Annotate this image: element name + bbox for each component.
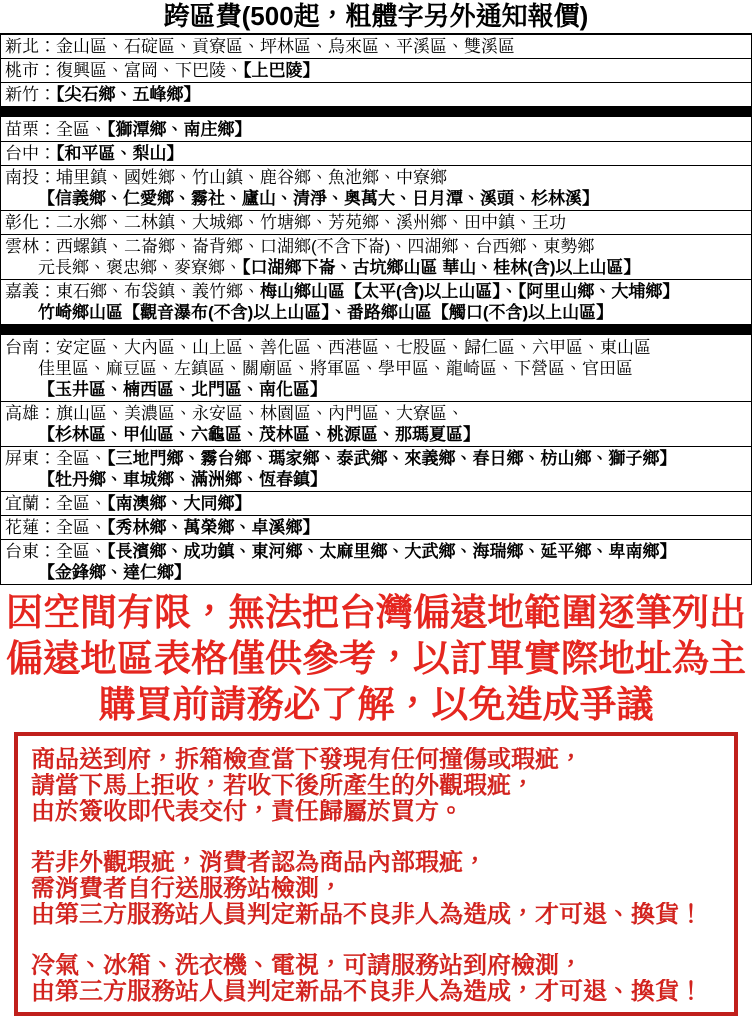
region-text: 二水鄉、二林鎮、大城鄉、竹塘鄉、芳苑鄉、溪州鄉、田中鎮、王功 <box>56 213 566 232</box>
region-text-bold: 【長濱鄉、成功鎮、東河鄉、太麻里鄉、大武鄉、海瑞鄉、延平鄉、卑南鄉】 <box>107 542 677 561</box>
warning-paragraph <box>31 850 724 928</box>
region-line <box>5 60 748 81</box>
region-text: 全區、 <box>56 542 107 561</box>
warning-line: 商品送到府，拆箱檢查當下發現有任何撞傷或瑕疵， <box>31 747 583 773</box>
region-line <box>5 517 748 538</box>
region-text: 全區、 <box>56 120 107 139</box>
region-text: 埔里鎮、國姓鄉、竹山鎮、鹿谷鄉、魚池鄉、中寮鄉 <box>56 168 447 187</box>
region-line-continued <box>5 469 748 490</box>
warning-paragraph <box>31 747 724 825</box>
row-label: 屏東： <box>5 449 56 468</box>
warning-line: 由第三方服務站人員判定新品不良非人為造成，才可退、換貨！ <box>31 979 703 1005</box>
region-text-bold: 【秀林鄉、萬榮鄉、卓溪鄉】 <box>107 518 320 537</box>
region-line <box>5 448 748 469</box>
region-line-continued <box>5 257 748 278</box>
region-text: 佳里區、麻豆區、左鎮區、關廟區、將軍區、學甲區、龍崎區、下營區、官田區 <box>38 359 633 378</box>
table-row <box>1 83 751 107</box>
warning-line: 冷氣、冰箱、洗衣機、電視，可請服務站到府檢測， <box>31 953 583 979</box>
region-line <box>5 541 748 562</box>
region-line <box>5 337 748 358</box>
region-line-continued <box>5 358 748 379</box>
region-text-bold: 【獅潭鄉、南庄鄉】 <box>107 120 252 139</box>
table-row <box>1 59 751 83</box>
region-line <box>5 236 748 257</box>
row-label: 台中： <box>5 144 56 163</box>
row-label: 台東： <box>5 542 56 561</box>
region-text-bold: 竹崎鄉山區【觀音瀑布(不含)以上山區】、番路鄉山區【觸口(不含)以上山區】 <box>38 303 614 322</box>
region-text: 安定區、大內區、山上區、善化區、西港區、七股區、歸仁區、六甲區、東山區 <box>56 338 651 357</box>
region-text-bold: 【信義鄉、仁愛鄉、霧社、廬山、清淨、奧萬大、日月潭、溪頭、杉林溪】 <box>38 189 599 208</box>
notice-line: 偏遠地區表格僅供參考，以訂單實際地址為主 <box>6 638 746 679</box>
warning-paragraph <box>31 953 724 1005</box>
region-text-bold: 【杉林區、甲仙區、六龜區、茂林區、桃源區、那瑪夏區】 <box>38 425 480 444</box>
region-text: 金山區、石碇區、貢寮區、坪林區、烏來區、平溪區、雙溪區 <box>56 37 515 56</box>
region-line-continued <box>5 379 748 400</box>
region-line <box>5 84 748 105</box>
table-row <box>1 118 751 142</box>
table-row <box>1 35 751 59</box>
region-text: 復興區、富岡、下巴陵、 <box>56 61 243 80</box>
fee-table <box>0 33 752 585</box>
region-line-continued <box>5 188 748 209</box>
table-row <box>1 447 751 492</box>
region-text: 全區、 <box>56 449 107 468</box>
page-title: 跨區費(500起，粗體字另外通知報價) <box>163 1 589 31</box>
region-line <box>5 167 748 188</box>
region-text-bold: 【牡丹鄉、車城鄉、滿洲鄉、恆春鎮】 <box>38 470 327 489</box>
region-text-bold: 梅山鄉山區【太平(含)以上山區】、【阿里山鄉、大埔鄉】 <box>260 282 680 301</box>
row-label: 高雄： <box>5 404 56 423</box>
table-row <box>1 336 751 402</box>
region-line <box>5 281 748 302</box>
table-row <box>1 211 751 235</box>
bottom-gap <box>0 1016 752 1032</box>
row-label: 嘉義： <box>5 282 56 301</box>
region-text-bold: 【金鋒鄉、達仁鄉】 <box>38 563 191 582</box>
row-label: 花蓮： <box>5 518 56 537</box>
row-label: 彰化： <box>5 213 56 232</box>
region-text: 西螺鎮、二崙鄉、崙背鄉、口湖鄉(不含下崙)、四湖鄉、台西鄉、東勢鄉 <box>56 237 595 256</box>
region-text: 全區、 <box>56 518 107 537</box>
region-text: 元長鄉、褒忠鄉、麥寮鄉、 <box>38 258 242 277</box>
region-text-bold: 【尖石鄉、五峰鄉】 <box>56 85 201 104</box>
region-text: 全區、 <box>56 494 107 513</box>
warning-box <box>14 732 738 1016</box>
table-row <box>1 142 751 166</box>
notice-line: 購買前請務必了解，以免造成爭議 <box>98 684 654 725</box>
warning-line: 需消費者自行送服務站檢測， <box>31 876 343 902</box>
region-text: 旗山區、美濃區、永安區、林園區、內門區、大寮區、 <box>56 404 464 423</box>
region-line <box>5 212 748 233</box>
row-label: 南投： <box>5 168 56 187</box>
warning-line: 由於簽收即代表交付，責任歸屬於買方。 <box>31 799 463 825</box>
warning-line: 若非外觀瑕疵，消費者認為商品內部瑕疵， <box>31 850 487 876</box>
region-text-bold: 【口湖鄉下崙、古坑鄉山區 華山、桂林(含)以上山區】 <box>242 258 641 277</box>
region-line-continued <box>5 424 748 445</box>
region-line <box>5 36 748 57</box>
region-line <box>5 143 748 164</box>
table-row <box>1 166 751 211</box>
region-text-bold: 【玉井區、楠西區、北門區、南化區】 <box>38 380 327 399</box>
row-label: 新北： <box>5 37 56 56</box>
region-line-continued <box>5 562 748 583</box>
table-row <box>1 402 751 447</box>
warning-line: 請當下馬上拒收，若收下後所產生的外觀瑕疵， <box>31 773 535 799</box>
section-divider <box>1 107 751 118</box>
region-line <box>5 403 748 424</box>
row-label: 宜蘭： <box>5 494 56 513</box>
table-row <box>1 492 751 516</box>
region-line-continued <box>5 302 748 323</box>
region-text-bold: 【三地門鄉、霧台鄉、瑪家鄉、泰武鄉、來義鄉、春日鄉、枋山鄉、獅子鄉】 <box>107 449 677 468</box>
row-label: 新竹： <box>5 85 56 104</box>
region-line <box>5 493 748 514</box>
row-label: 雲林： <box>5 237 56 256</box>
table-row <box>1 516 751 540</box>
table-row <box>1 540 751 585</box>
table-row <box>1 280 751 325</box>
region-text-bold: 【和平區、梨山】 <box>56 144 184 163</box>
region-text: 東石鄉、布袋鎮、義竹鄉、 <box>56 282 260 301</box>
table-row <box>1 235 751 280</box>
region-text-bold: 【南澳鄉、大同鄉】 <box>107 494 252 513</box>
warning-line: 由第三方服務站人員判定新品不良非人為造成，才可退、換貨！ <box>31 902 703 928</box>
row-label: 台南： <box>5 338 56 357</box>
section-divider <box>1 325 751 336</box>
row-label: 苗栗： <box>5 120 56 139</box>
notice-line: 因空間有限，無法把台灣偏遠地範圍逐筆列出 <box>6 592 746 633</box>
region-line <box>5 119 748 140</box>
notice-section <box>0 590 752 728</box>
row-label: 桃市： <box>5 61 56 80</box>
region-text-bold: 【上巴陵】 <box>243 61 320 80</box>
